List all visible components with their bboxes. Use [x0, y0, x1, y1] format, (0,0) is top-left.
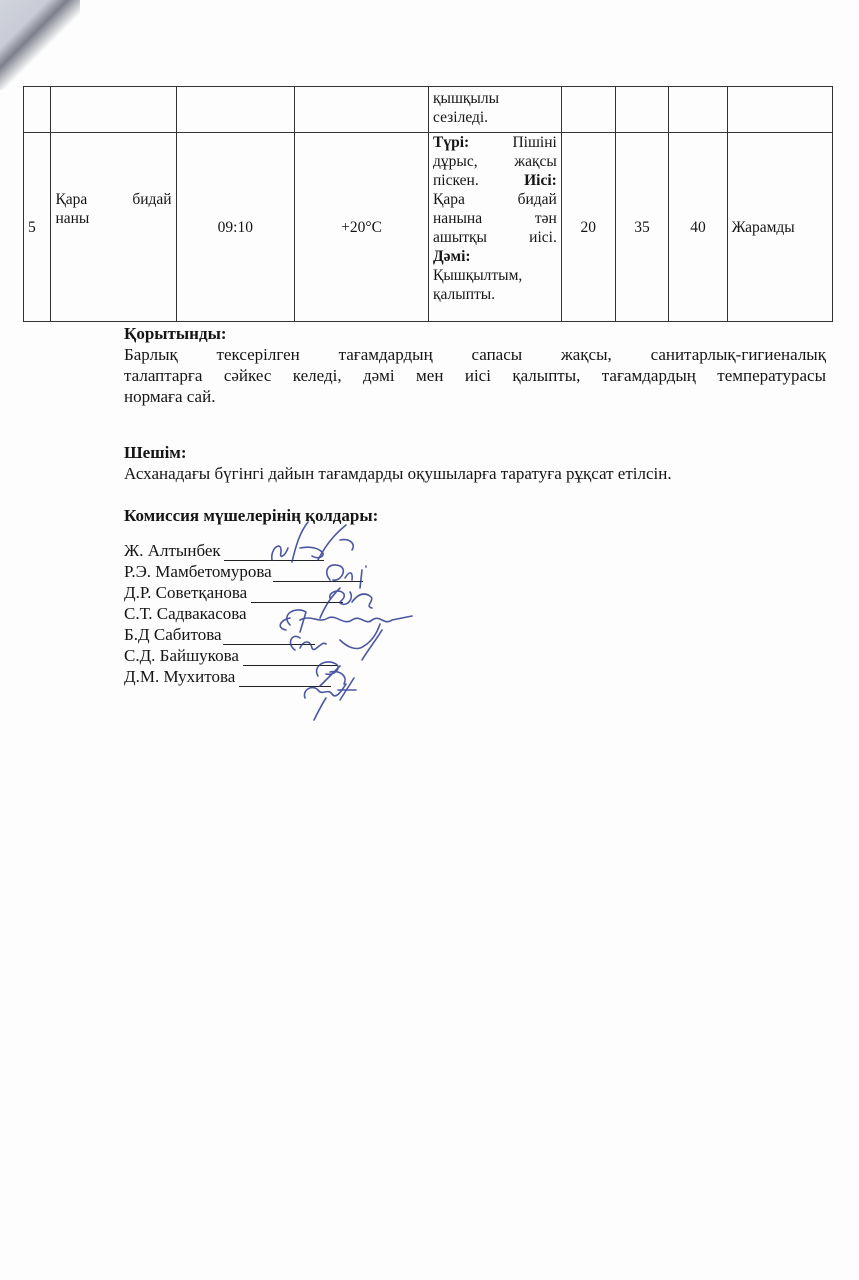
taste-label [433, 247, 557, 266]
cell-result: Жарамды [727, 133, 832, 322]
decision-heading: Шешім: [124, 443, 187, 462]
cell-empty [727, 87, 832, 133]
cell-empty [295, 87, 429, 133]
signature-row [124, 561, 363, 582]
member-name: Д.Р. Советқанова [124, 583, 248, 602]
food-name-line: Қара бидай [55, 191, 172, 208]
signature-line [239, 670, 331, 687]
member-name: С.Т. Садвакасова [124, 604, 247, 623]
description-line: қалыпты. [433, 286, 496, 303]
conclusion-line: нормаға сай. [124, 387, 216, 406]
signature-line [224, 544, 324, 561]
cell-empty [176, 87, 295, 133]
type-label: Түрі: [433, 134, 470, 151]
description-line: қышқылы [433, 90, 499, 107]
cell-row-number: 5 [24, 133, 51, 322]
member-name: Ж. Алтынбек [124, 541, 221, 560]
cell-time: 09:10 [176, 133, 295, 322]
conclusion-line: Барлық тексерілген тағамдардың сапасы жақсы, санитарлық-гигиеналық [124, 345, 826, 364]
type-text: Пішіні [512, 134, 557, 151]
cell-value-3: 40 [669, 133, 727, 322]
smell-label: Иісі: [524, 172, 557, 189]
conclusion-section [124, 323, 826, 407]
signature-row [124, 645, 337, 666]
cell-value-2: 35 [615, 133, 669, 322]
decision-text: Асханадағы бүгінгі дайын тағамдарды оқушыларға таратуға рұқсат етілсін. [124, 464, 672, 483]
member-name: С.Д. Байшукова [124, 646, 239, 665]
cell-food-name [51, 133, 176, 322]
conclusion-heading: Қорытынды: [124, 324, 227, 343]
cell-empty [24, 87, 51, 133]
signature-row [124, 540, 324, 561]
description-line: дұрыс, жақсы [433, 153, 557, 170]
signature-line [251, 586, 343, 603]
description-line: Қышқылтым, [433, 267, 523, 284]
description-line: сезіледі. [433, 109, 489, 126]
signature-line [243, 649, 337, 666]
description-line [433, 171, 557, 190]
signature-line [251, 607, 381, 624]
table-row [24, 133, 833, 322]
signature-line [223, 628, 315, 645]
signature-row [124, 582, 343, 603]
description-line [433, 133, 557, 152]
description-line: ашытқы иісі. [433, 229, 557, 246]
decision-section [124, 442, 826, 484]
signature-row [124, 603, 381, 624]
signatures-heading: Комиссия мүшелерінің қолдары: [124, 506, 379, 525]
paper-fold-shadow [0, 0, 80, 90]
signature-row [124, 666, 331, 687]
description-line: нанына тән [433, 210, 557, 227]
member-name: Р.Э. Мамбетомурова [124, 562, 272, 581]
cell-temperature: +20°C [295, 133, 429, 322]
taste-label-text: Дәмі: [433, 248, 471, 265]
cell-empty [669, 87, 727, 133]
food-name-line: наны [55, 210, 90, 227]
signatures-section [124, 505, 826, 526]
conclusion-line: талаптарға сәйкес келеді, дәмі мен иісі қалыпты, тағамдардың температурасы [124, 366, 826, 385]
member-name: Д.М. Мухитова [124, 667, 236, 686]
description-line: Қара бидай [433, 191, 557, 208]
signature-row [124, 624, 315, 645]
cell-empty [615, 87, 669, 133]
conclusion-text [124, 344, 826, 407]
cell-description-continued [429, 87, 562, 133]
cell-description [429, 133, 562, 322]
signature-line [273, 565, 363, 582]
cell-value-1: 20 [561, 133, 615, 322]
cell-empty [51, 87, 176, 133]
type-text: піскен. [433, 172, 479, 189]
inspection-table [23, 86, 833, 322]
cell-empty [561, 87, 615, 133]
table-row-previous-continuation [24, 87, 833, 133]
member-name: Б.Д Сабитова [124, 625, 222, 644]
